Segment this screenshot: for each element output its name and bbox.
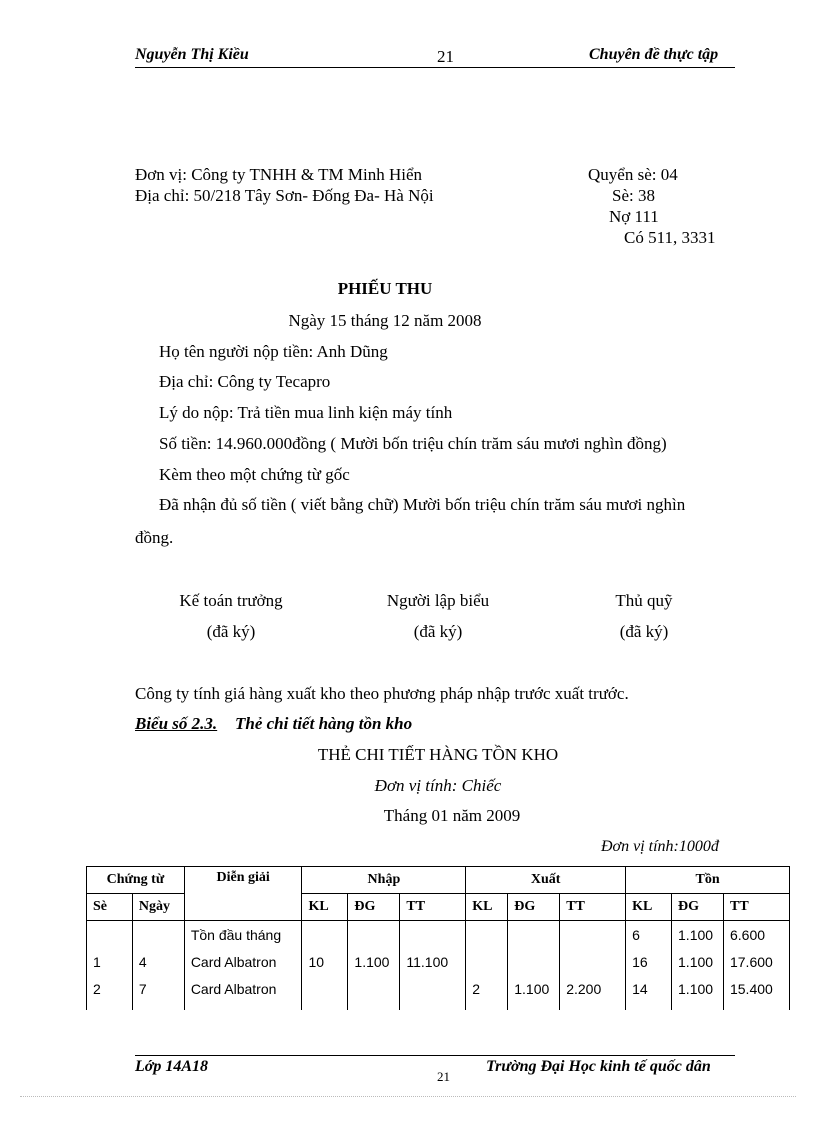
signature-status-cashier: (đã ký) bbox=[619, 622, 669, 641]
cell bbox=[132, 921, 184, 949]
subheader-out-price: ĐG bbox=[508, 894, 560, 921]
page-bottom-dotted-line bbox=[20, 1096, 796, 1097]
cell: 17.600 bbox=[723, 948, 789, 975]
signature-role-preparer: Người lập biểu bbox=[386, 591, 490, 610]
exhibit-label: Biểu số 2.3. bbox=[135, 714, 218, 733]
card-unit: Đơn vị tính: Chiếc bbox=[374, 776, 502, 795]
document-number: Sè: 38 bbox=[612, 186, 655, 205]
header-topic: Chuyên đề thực tập bbox=[589, 46, 719, 63]
cell: 1.100 bbox=[672, 921, 724, 949]
footer-class: Lớp 14A18 bbox=[135, 1058, 209, 1075]
receipt-payer: Họ tên người nộp tiền: Anh Dũng bbox=[159, 342, 388, 361]
cell: 7 bbox=[132, 975, 184, 1002]
header-out: Xuất bbox=[466, 867, 626, 894]
subheader-in-total: TT bbox=[400, 894, 466, 921]
subheader-out-total: TT bbox=[560, 894, 626, 921]
header-author: Nguyễn Thị Kiều bbox=[135, 46, 249, 63]
subheader-in-price: ĐG bbox=[348, 894, 400, 921]
receipt-title: PHIẾU THU bbox=[337, 279, 433, 298]
receipt-date: Ngày 15 tháng 12 năm 2008 bbox=[288, 311, 482, 330]
receipt-received-line1: Đã nhận đủ số tiền ( viết bằng chữ) Mười bốn triệu chín trăm sáu mươi nghìn bbox=[159, 495, 686, 514]
cell: 11.100 bbox=[400, 948, 466, 975]
subheader-voucher-date: Ngày bbox=[132, 894, 184, 921]
book-number: Quyển sè: 04 bbox=[588, 165, 678, 184]
card-title: THẺ CHI TIẾT HÀNG TỒN KHO bbox=[317, 745, 559, 764]
cell: 1.100 bbox=[508, 975, 560, 1002]
cell bbox=[87, 921, 133, 949]
exhibit-caption: Thẻ chi tiết hàng tồn kho bbox=[235, 714, 413, 733]
cell: Tồn đầu tháng bbox=[184, 921, 302, 949]
header-balance: Tồn bbox=[626, 867, 790, 894]
cell bbox=[302, 921, 348, 949]
receipt-address: Địa chỉ: Công ty Tecapro bbox=[159, 372, 331, 391]
cell: Card Albatron bbox=[184, 975, 302, 1002]
cell: 1 bbox=[87, 948, 133, 975]
signature-status-preparer: (đã ký) bbox=[413, 622, 463, 641]
cell bbox=[560, 948, 626, 975]
cell bbox=[466, 948, 508, 975]
header-description: Diễn giải bbox=[184, 867, 302, 921]
cell bbox=[348, 975, 400, 1002]
header-rule bbox=[135, 67, 735, 68]
card-value-unit: Đơn vị tính:1000đ bbox=[601, 838, 719, 855]
cell: 6.600 bbox=[723, 921, 789, 949]
subheader-balance-price: ĐG bbox=[672, 894, 724, 921]
cell bbox=[560, 921, 626, 949]
org-unit: Đơn vị: Công ty TNHH & TM Minh Hiển bbox=[135, 165, 422, 184]
cell: 1.100 bbox=[672, 948, 724, 975]
header-in: Nhập bbox=[302, 867, 466, 894]
cell: 2 bbox=[466, 975, 508, 1002]
credit-account: Có 511, 3331 bbox=[624, 228, 716, 247]
receipt-amount: Số tiền: 14.960.000đồng ( Mười bốn triệu chín trăm sáu mươi nghìn đồng) bbox=[159, 434, 667, 453]
cell: 15.400 bbox=[723, 975, 789, 1002]
cell bbox=[400, 921, 466, 949]
table-row bbox=[87, 921, 790, 949]
debit-account: Nợ 111 bbox=[609, 207, 659, 226]
table-group-header-row bbox=[87, 867, 790, 894]
cell bbox=[302, 975, 348, 1002]
cell: 14 bbox=[626, 975, 672, 1002]
cell bbox=[348, 921, 400, 949]
signature-status-chief-accountant: (đã ký) bbox=[206, 622, 256, 641]
receipt-received-line2: đồng. bbox=[135, 528, 174, 547]
cell bbox=[508, 948, 560, 975]
table-row bbox=[87, 975, 790, 1002]
cell: 10 bbox=[302, 948, 348, 975]
receipt-reason: Lý do nộp: Trả tiền mua linh kiện máy tính bbox=[159, 403, 453, 422]
receipt-attached: Kèm theo một chứng từ gốc bbox=[159, 465, 350, 484]
card-period: Tháng 01 năm 2009 bbox=[383, 806, 521, 825]
cell: 16 bbox=[626, 948, 672, 975]
cell: 1.100 bbox=[672, 975, 724, 1002]
signature-role-chief-accountant: Kế toán trưởng bbox=[179, 591, 283, 610]
inventory-method-note: Công ty tính giá hàng xuất kho theo phương pháp nhập trước xuất trước. bbox=[135, 684, 629, 703]
footer-rule bbox=[135, 1055, 735, 1056]
subheader-in-qty: KL bbox=[302, 894, 348, 921]
subheader-balance-total: TT bbox=[723, 894, 789, 921]
table-row bbox=[87, 948, 790, 975]
subheader-balance-qty: KL bbox=[626, 894, 672, 921]
header-page-number: 21 bbox=[437, 47, 454, 66]
cell: 6 bbox=[626, 921, 672, 949]
subheader-voucher-no: Sè bbox=[87, 894, 133, 921]
cell bbox=[466, 921, 508, 949]
cell: Card Albatron bbox=[184, 948, 302, 975]
signature-role-cashier: Thủ quỹ bbox=[615, 591, 673, 610]
table-trailing-gap bbox=[87, 1002, 790, 1010]
inventory-detail-table bbox=[86, 866, 790, 1010]
cell bbox=[400, 975, 466, 1002]
footer-page-number: 21 bbox=[437, 1069, 450, 1084]
cell: 2.200 bbox=[560, 975, 626, 1002]
cell bbox=[508, 921, 560, 949]
org-address: Địa chỉ: 50/218 Tây Sơn- Đống Đa- Hà Nội bbox=[135, 186, 434, 205]
subheader-out-qty: KL bbox=[466, 894, 508, 921]
cell: 1.100 bbox=[348, 948, 400, 975]
cell: 4 bbox=[132, 948, 184, 975]
cell: 2 bbox=[87, 975, 133, 1002]
footer-school: Trường Đại Học kinh tế quốc dân bbox=[486, 1058, 711, 1075]
header-voucher: Chứng từ bbox=[87, 867, 185, 894]
